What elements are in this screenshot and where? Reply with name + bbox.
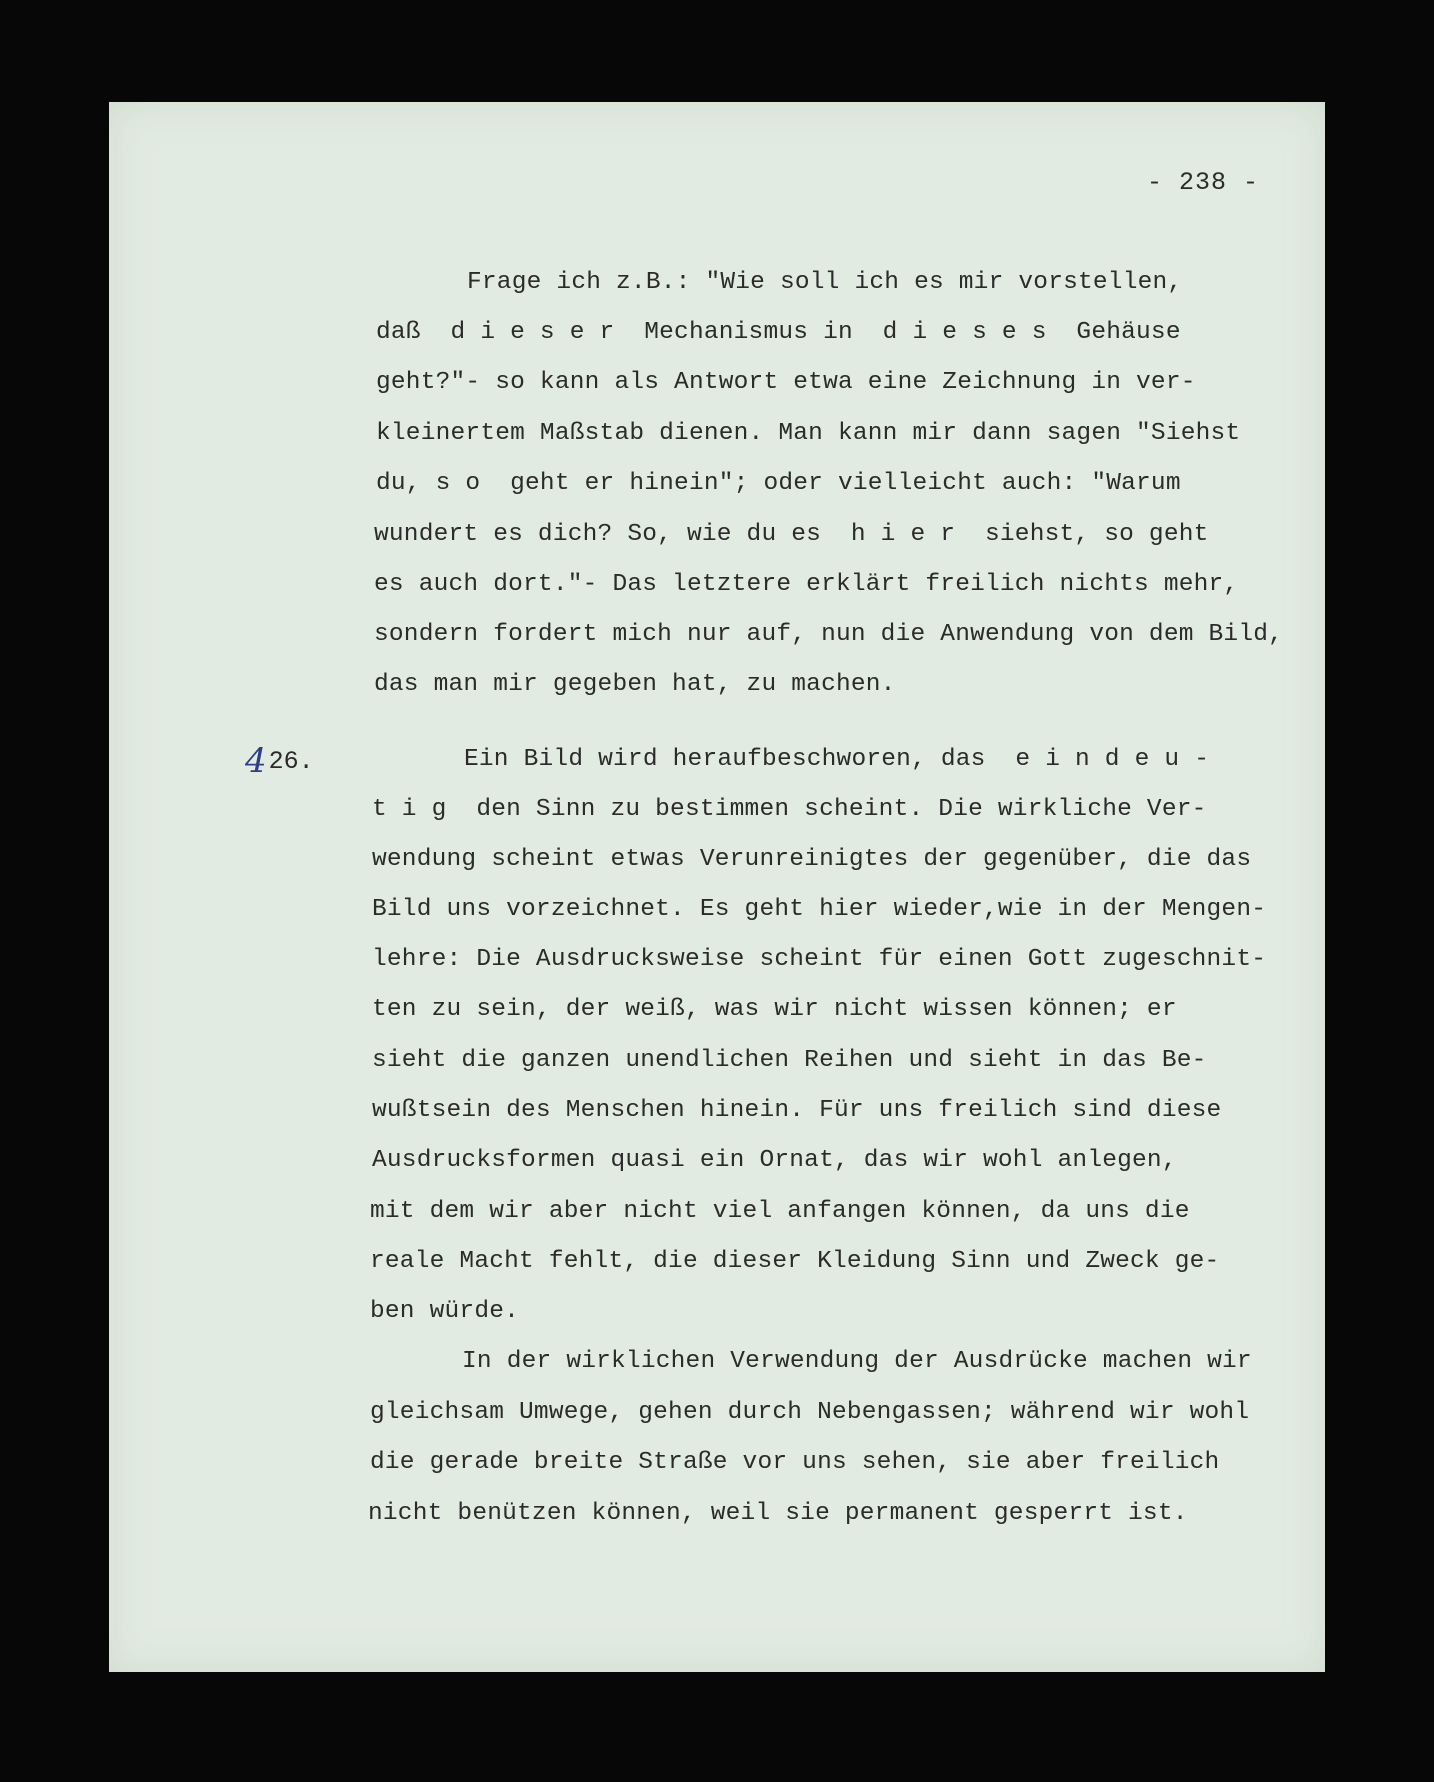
paragraph-1-line: daß d i e s e r Mechanismus in d i e s e s Gehäuse [376, 319, 1181, 346]
section-number: 26. [268, 746, 314, 776]
paragraph-2-line: Ausdrucksformen quasi ein Ornat, das wir wohl anlegen, [372, 1147, 1177, 1174]
page-number: - 238 - [1147, 168, 1260, 197]
paragraph-1-line: wundert es dich? So, wie du es h i e r siehst, so geht [374, 521, 1209, 548]
paragraph-1-line: das man mir gegeben hat, zu machen. [374, 671, 896, 698]
section-marker [245, 741, 314, 781]
paragraph-1-line: sondern fordert mich nur auf, nun die Anwendung von dem Bild, [374, 621, 1284, 648]
paragraph-2-line: wußtsein des Menschen hinein. Für uns freilich sind diese [372, 1097, 1222, 1124]
paragraph-3-line: gleichsam Umwege, gehen durch Nebengassen; während wir wohl [370, 1399, 1250, 1426]
paragraph-2-line: Ein Bild wird heraufbeschworen, das e i n d e u - [464, 746, 1210, 773]
paragraph-2-line: reale Macht fehlt, die dieser Kleidung Sinn und Zweck ge- [370, 1248, 1220, 1275]
paragraph-3-line: die gerade breite Straße vor uns sehen, sie aber freilich [370, 1449, 1220, 1476]
paragraph-2-line: Bild uns vorzeichnet. Es geht hier wieder,wie in der Mengen- [372, 896, 1267, 923]
paragraph-1-line: Frage ich z.B.: "Wie soll ich es mir vorstellen, [467, 269, 1183, 296]
paragraph-3-line: In der wirklichen Verwendung der Ausdrücke machen wir [462, 1348, 1252, 1375]
paragraph-2-line: sieht die ganzen unendlichen Reihen und sieht in das Be- [372, 1047, 1207, 1074]
paragraph-1-line: geht?"- so kann als Antwort etwa eine Zeichnung in ver- [376, 369, 1196, 396]
paragraph-2-line: lehre: Die Ausdrucksweise scheint für einen Gott zugeschnit- [372, 946, 1267, 973]
paragraph-1-line: es auch dort."- Das letztere erklärt freilich nichts mehr, [374, 571, 1239, 598]
handwritten-section-mark: 4 [245, 741, 267, 781]
paragraph-2-line: ten zu sein, der weiß, was wir nicht wissen können; er [372, 996, 1177, 1023]
paragraph-2-line: mit dem wir aber nicht viel anfangen können, da uns die [370, 1198, 1190, 1225]
paragraph-2-line: ben würde. [370, 1298, 520, 1325]
paragraph-2-line: wendung scheint etwas Verunreinigtes der gegenüber, die das [372, 846, 1252, 873]
paragraph-1-line: kleinertem Maßstab dienen. Man kann mir dann sagen "Siehst [376, 420, 1241, 447]
paragraph-3-line: nicht benützen können, weil sie permanent gesperrt ist. [368, 1500, 1188, 1527]
paragraph-2-line: t i g den Sinn zu bestimmen scheint. Die wirkliche Ver- [372, 796, 1207, 823]
paragraph-1-line: du, s o geht er hinein"; oder vielleicht auch: "Warum [376, 470, 1181, 497]
